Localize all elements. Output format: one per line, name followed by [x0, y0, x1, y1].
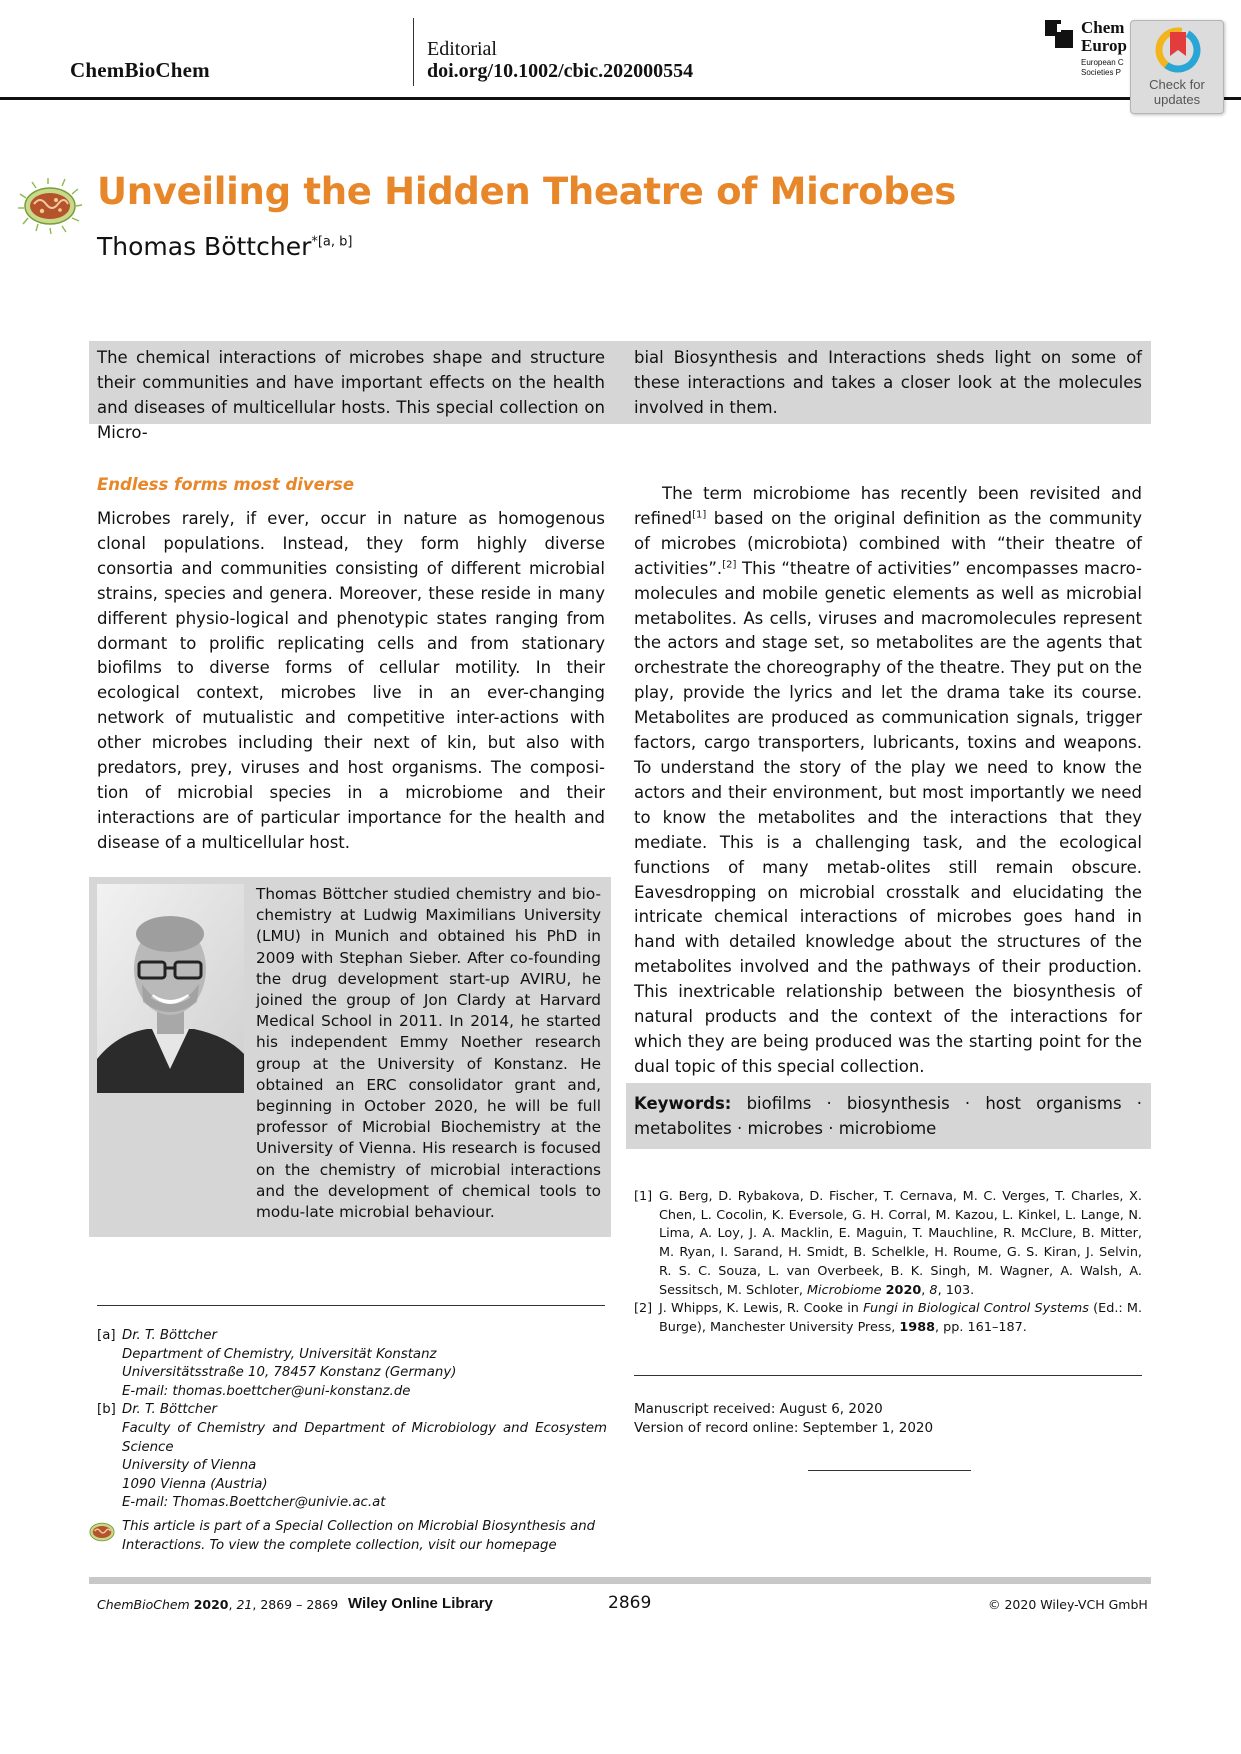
abstract-left: The chemical interactions of microbes shape and structure their communities and have important effects on the health and diseases of multicellular hosts. This special collection on Micro-	[97, 348, 605, 442]
references-rule	[634, 1375, 1142, 1376]
bookmark-ring-icon	[1155, 26, 1201, 74]
check-for-updates-badge[interactable]	[1130, 20, 1224, 114]
microbe-icon	[18, 178, 82, 234]
affiliations	[97, 1327, 607, 1513]
keywords-line-2: metabolites · microbes · microbiome	[634, 1119, 937, 1138]
updates-label-2: updates	[1153, 92, 1201, 107]
wiley-online-library-link[interactable]: Wiley Online Library	[348, 1595, 493, 1612]
header-rule	[0, 97, 1241, 100]
article-type: Editorial	[427, 38, 497, 60]
publisher-logo-line2: Europ	[1081, 36, 1127, 55]
email-link[interactable]: E-mail: Thomas.Boettcher@univie.ac.at	[122, 1495, 386, 1511]
citation-link-2[interactable]: [2]	[722, 559, 737, 571]
author-bio-text: Thomas Böttcher studied chemistry and bio-chemistry at Ludwig Maximilians University (LMU) in Munich and obtained his PhD in 2009 with Stephan Sieber. After co-founding the drug development start-up AVIRU, he joined the group of Jon Clardy at Harvard Medical School in 2011. In 2014, he started his independent Emmy Noether research group at the University of Konstanz. He obtained an ERC consolidator grant and, beginning in October 2020, he will be full professor of Microbial Biochemistry at the University of Vienna. His research is focused on the chemistry of microbial interactions and the development of chemical tools to modu-late microbial behaviour.	[256, 885, 601, 1222]
doi-link[interactable]: doi.org/10.1002/cbic.202000554	[427, 60, 694, 82]
keywords-label: Keywords:	[634, 1094, 732, 1113]
collection-note-link[interactable]: This article is part of a Special Collection on Microbial Biosynthesis and Interactions. To view the complete collection, visit our homepage	[122, 1519, 596, 1553]
footer-bar	[89, 1577, 1151, 1584]
publisher-logo-sub: European C Societies P	[1081, 58, 1124, 77]
affiliation-a: [a] Dr. T. Böttcher Department of Chemistry, Universität Konstanz Universitätsstraße 10, 78457 Konstanz (Germany) E-mail: thomas.boettcher@uni-konstanz.de	[97, 1327, 607, 1401]
author-affiliation-mark[interactable]: *[a, b]	[311, 234, 353, 250]
citation-link-1[interactable]: [1]	[692, 509, 707, 521]
publisher-logo[interactable]	[1045, 18, 1127, 88]
copyright: © 2020 Wiley-VCH GmbH	[988, 1597, 1148, 1612]
article-title: Unveiling the Hidden Theatre of Microbes	[97, 170, 956, 213]
received-date: Manuscript received: August 6, 2020	[634, 1401, 883, 1417]
affiliation-b: [b] Dr. T. Böttcher Faculty of Chemistry and Department of Microbiology and Ecosystem Science University of Vienna 1090 Vienna (Austria) E-mail: Thomas.Boettcher@univie.ac.at	[97, 1401, 607, 1513]
body-paragraph-right: The term microbiome has recently been revisited and refined[1] based on the original definition as the community of microbes (microbiota) combined with “their theatre of activities”.[2] This “theatre of activities” encompasses macro-molecules and mobile genetic elements as well as microbial metabolites. As cells, viruses and macromolecules represent the actors and stage set, so metabolites are the agents that orchestrate the choreography of the theatre. They put on the play, provide the lyrics and let the drama take its course. Metabolites are produced as communication signals, trigger factors, cargo transporters, lubricants, toxins and weapons. To understand the story of the play we need to know the actors and their environment, but most importantly we need to know the metabolites and the interactions that they mediate. This is a challenging task, and the ecological functions of many metab-olites still remain obscure. Eavesdropping on microbial crosstalk and elucidating the intricate chemical interactions of microbes goes hand in hand with detailed knowledge about the structures of the metabolites involved and the pathways of their production. This inextricable relationship between the biosynthesis of natural products and the context of the interactions for which they are being produced was the starting point for the dual topic of this special collection.	[634, 484, 1142, 1076]
author-name: Thomas Böttcher	[97, 232, 312, 261]
email-link[interactable]: E-mail: thomas.boettcher@uni-konstanz.de	[122, 1383, 411, 1399]
body-paragraph-left: Microbes rarely, if ever, occur in nature as homogenous clonal populations. Instead, they form highly diverse consortia and communities consisting of different microbial strains, species and genera. Moreover, these reside in many different physio-logical and phenotypic states ranging from dormant to prolific replicating cells and from stationary biofilms to diverse forms of cellular motility. In their ecological context, microbes live in an ever-changing network of mutualistic and competitive inter-actions with other microbes including their next of kin, but also with predators, prey, viruses and host organisms. The composi-tion of microbial species in a microbiome and their interactions are of particular importance for the health and disease of a multicellular host.	[97, 509, 605, 852]
updates-label-1: Check for	[1149, 77, 1205, 92]
author-line	[97, 232, 353, 261]
journal-name: ChemBioChem	[70, 58, 210, 82]
online-date: Version of record online: September 1, 2020	[634, 1420, 934, 1436]
end-rule	[808, 1470, 971, 1471]
abstract-right: bial Biosynthesis and Interactions sheds light on some of these interactions and takes a closer look at the molecules involved in them.	[634, 348, 1142, 417]
header-divider	[413, 18, 414, 86]
author-portrait	[97, 884, 244, 1093]
section-heading: Endless forms most diverse	[97, 475, 355, 494]
collection-microbe-icon	[87, 1519, 117, 1545]
manuscript-dates	[634, 1400, 933, 1438]
footer-citation: ChemBioChem 2020, 21, 2869 – 2869	[97, 1597, 339, 1612]
reference-item: [1] G. Berg, D. Rybakova, D. Fischer, T. Cernava, M. C. Verges, T. Charles, X. Chen, L. Cocolin, K. Eversole, G. H. Corral, M. Kazou, L. Kinkel, L. Lange, N. Lima, A. Loy, J. A. Macklin, E. Maguin, T. Mauchline, R. McClure, B. Mitter, M. Ryan, I. Sarand, H. Smidt, B. Schelkle, H. Roume, G. S. Kiran, J. Selvin, R. S. C. Souza, L. van Overbeek, B. K. Singh, M. Wagner, A. Walsh, A. Sessitsch, M. Schloter, Microbiome 2020, 8, 103.	[634, 1189, 1142, 1298]
reference-item: [2] J. Whipps, K. Lewis, R. Cooke in Fungi in Biological Control Systems (Ed.: M. Burge), Manchester University Press, 1988, pp. 161–187.	[634, 1301, 1143, 1335]
publisher-logo-line1: Chem	[1081, 18, 1125, 37]
keywords-line-1: Keywords: biofilms · biosynthesis · host organisms ·	[634, 1094, 1142, 1113]
publisher-logo-icon	[1045, 20, 1073, 48]
references-list	[634, 1188, 1142, 1338]
page-number: 2869	[608, 1593, 652, 1613]
affiliation-rule	[97, 1305, 605, 1306]
